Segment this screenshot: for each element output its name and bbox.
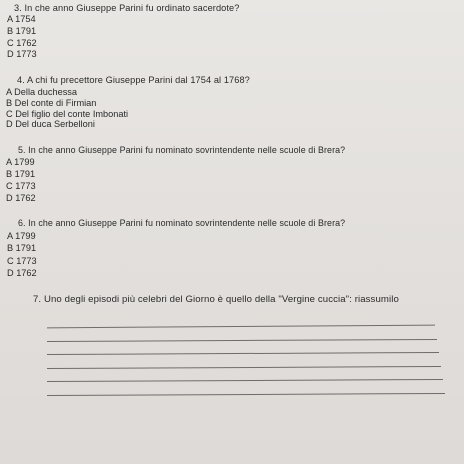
question-4-option-a: A Della duchessa (6, 87, 77, 97)
question-3-option-c: C 1762 (7, 38, 37, 48)
question-4-option-d: D Del duca Serbelloni (6, 119, 95, 129)
answer-line[interactable] (47, 325, 435, 329)
question-6-option-d: D 1762 (7, 268, 37, 278)
question-5-option-d: D 1762 (6, 193, 36, 203)
question-6-option-b: B 1791 (7, 243, 37, 253)
question-3-option-b: B 1791 (7, 26, 37, 36)
question-7-text: 7. Uno degli episodi più celebri del Giorno è quello della "Vergine cuccia": riassumilo (33, 294, 399, 305)
question-5-option-c: C 1773 (6, 181, 36, 191)
answer-line[interactable] (47, 366, 441, 369)
answer-line[interactable] (47, 393, 445, 396)
question-6-text: 6. In che anno Giuseppe Parini fu nominato sovrintendente nelle scuole di Brera? (18, 218, 346, 228)
answer-line[interactable] (47, 379, 443, 382)
question-4-text: 4. A chi fu precettore Giuseppe Parini dal 1754 al 1768? (17, 75, 250, 85)
question-6-option-c: C 1773 (7, 256, 37, 266)
question-4-option-c: C Del figlio del conte Imbonati (6, 109, 129, 119)
question-3-option-d: D 1773 (7, 49, 37, 59)
question-6-option-a: A 1799 (7, 231, 36, 241)
question-5-option-b: B 1791 (6, 169, 36, 179)
answer-line[interactable] (47, 352, 439, 355)
question-4-option-b: B Del conte di Firmian (6, 98, 97, 108)
question-3-text: 3. In che anno Giuseppe Parini fu ordinato sacerdote? (14, 3, 240, 13)
question-3-option-a: A 1754 (7, 14, 36, 24)
question-5-text: 5. In che anno Giuseppe Parini fu nominato sovrintendente nelle scuole di Brera? (18, 145, 346, 155)
answer-line[interactable] (47, 339, 437, 342)
question-5-option-a: A 1799 (6, 157, 35, 167)
